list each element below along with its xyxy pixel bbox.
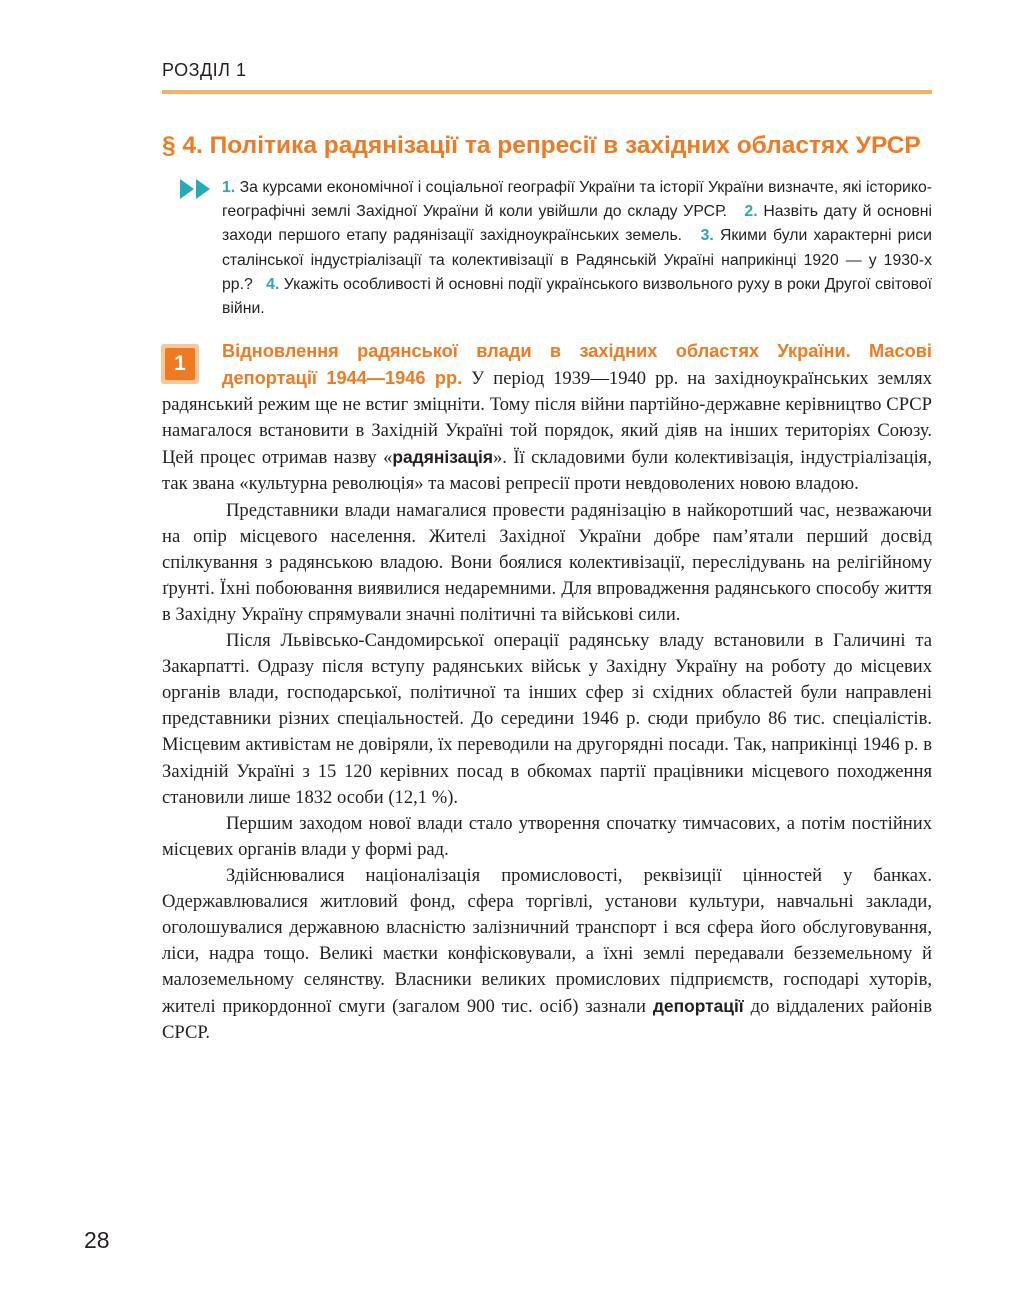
- question-number: 3.: [700, 227, 714, 245]
- header-rule: [162, 90, 932, 94]
- preliminary-questions: [222, 176, 932, 321]
- question-text: Укажіть особливості й основні події українського визвольного руху в роки Другої світової війни.: [222, 275, 933, 318]
- paragraph: Першим заходом нової влади стало утворення спочатку тимчасових, а потім постійних місцевих органів влади у формі рад.: [162, 812, 932, 860]
- paragraph: Після Львівсько-Сандомирської операції радянську владу встановили в Галичині та Закарпатті. Одразу після вступу радянських військ у Західну Україну на роботу до місцевих органів влади, господарської, політичної та інших сфер зі східних областей були направлені представники різних спеціальностей. До середини 1946 р. сюди прибуло 86 тис. спеціалістів. Місцевим активістам не довіряли, їх переводили на другорядні посади. Так, наприкінці 1946 р. в Західній Україні з 15 120 керівних посад в обкомах партії працівники місцевого походження становили лише 1832 особи (12,1 %).: [162, 630, 932, 808]
- section-number: 1: [165, 348, 195, 380]
- question-text: Якими були характерні риси сталінської індустріалізації та колективізації в Радянській Україні наприкінці 1920 — у 1930-х рр.?: [222, 227, 932, 293]
- question-text: За курсами економічної і соціальної географії України та історії України визначте, які історико-географічні землі Західної України й коли увійшли до складу УРСР.: [222, 179, 932, 221]
- key-term: радянізація: [392, 447, 493, 468]
- paragraph-text: ». Її складовими були колективізація, індустріалізація, так звана «культурна революція» та масові репресії проти невдоволених новою владою.: [162, 447, 932, 495]
- question-number: 2.: [744, 203, 758, 221]
- paragraph-text: Здійснювалися націоналізація промисловості, реквізиції цінностей у банках. Одержавлювалися житловий фонд, сфера торгівлі, установи культури, навчальні заклади, оголошувалися державною власністю залізничний транспорт і вся сфера його обслуговування, ліси, надра тощо. Великі маєтки конфісковували, а їхні землі передавали безземельному й малоземельному селянству. Власники великих промислових підприємств, господарі хуторів, жителі прикордонної смуги (загалом 900 тис. осіб) зазнали: [162, 864, 932, 1018]
- page-title: § 4. Політика радянізації та репресії в західних областях УРСР: [162, 132, 921, 159]
- badge-spacer: [162, 338, 222, 388]
- question-number: 1.: [222, 179, 236, 196]
- key-term: депортації: [652, 996, 744, 1017]
- page-number: 28: [84, 1227, 110, 1253]
- paragraph: [162, 338, 932, 498]
- question-text: Назвіть дату й основні заходи першого етапу радянізації західноукраїнських земель.: [222, 203, 932, 245]
- double-arrow-icon: [180, 179, 216, 199]
- paragraph: Представники влади намагалися провести радянізацію в найкоротший час, незважаючи на опір місцевого населення. Жителі Західної України добре пам’ятали перший досвід спілкування з радянською владою. Вони боялися колективізації, переслідувань на релігійному ґрунті. Їхні побоювання виявилися недаремними. Для впровадження радянського способу життя в Західну Україну спрямували значні політичні та військові сили.: [162, 499, 932, 625]
- paragraph: [162, 863, 932, 1047]
- paragraph-text: У період 1939—1940 рр. на західноукраїнських землях радянський режим ще не встиг зміцніти. Тому після війни партійно-державне керівництво СРСР намагалося встановити в Західній Україні той порядок, який діяв на інших територіях Союзу. Цей процес отримав назву «: [162, 368, 933, 469]
- section-body: [162, 338, 932, 1047]
- section-heading: Відновлення радянської влади в західних областях України. Масові депортації 1944—1946 рр.: [222, 341, 932, 389]
- section-label: РОЗДІЛ 1: [162, 60, 247, 80]
- question-number: 4.: [266, 275, 280, 293]
- paragraph-text: до віддалених районів СРСР.: [162, 996, 932, 1044]
